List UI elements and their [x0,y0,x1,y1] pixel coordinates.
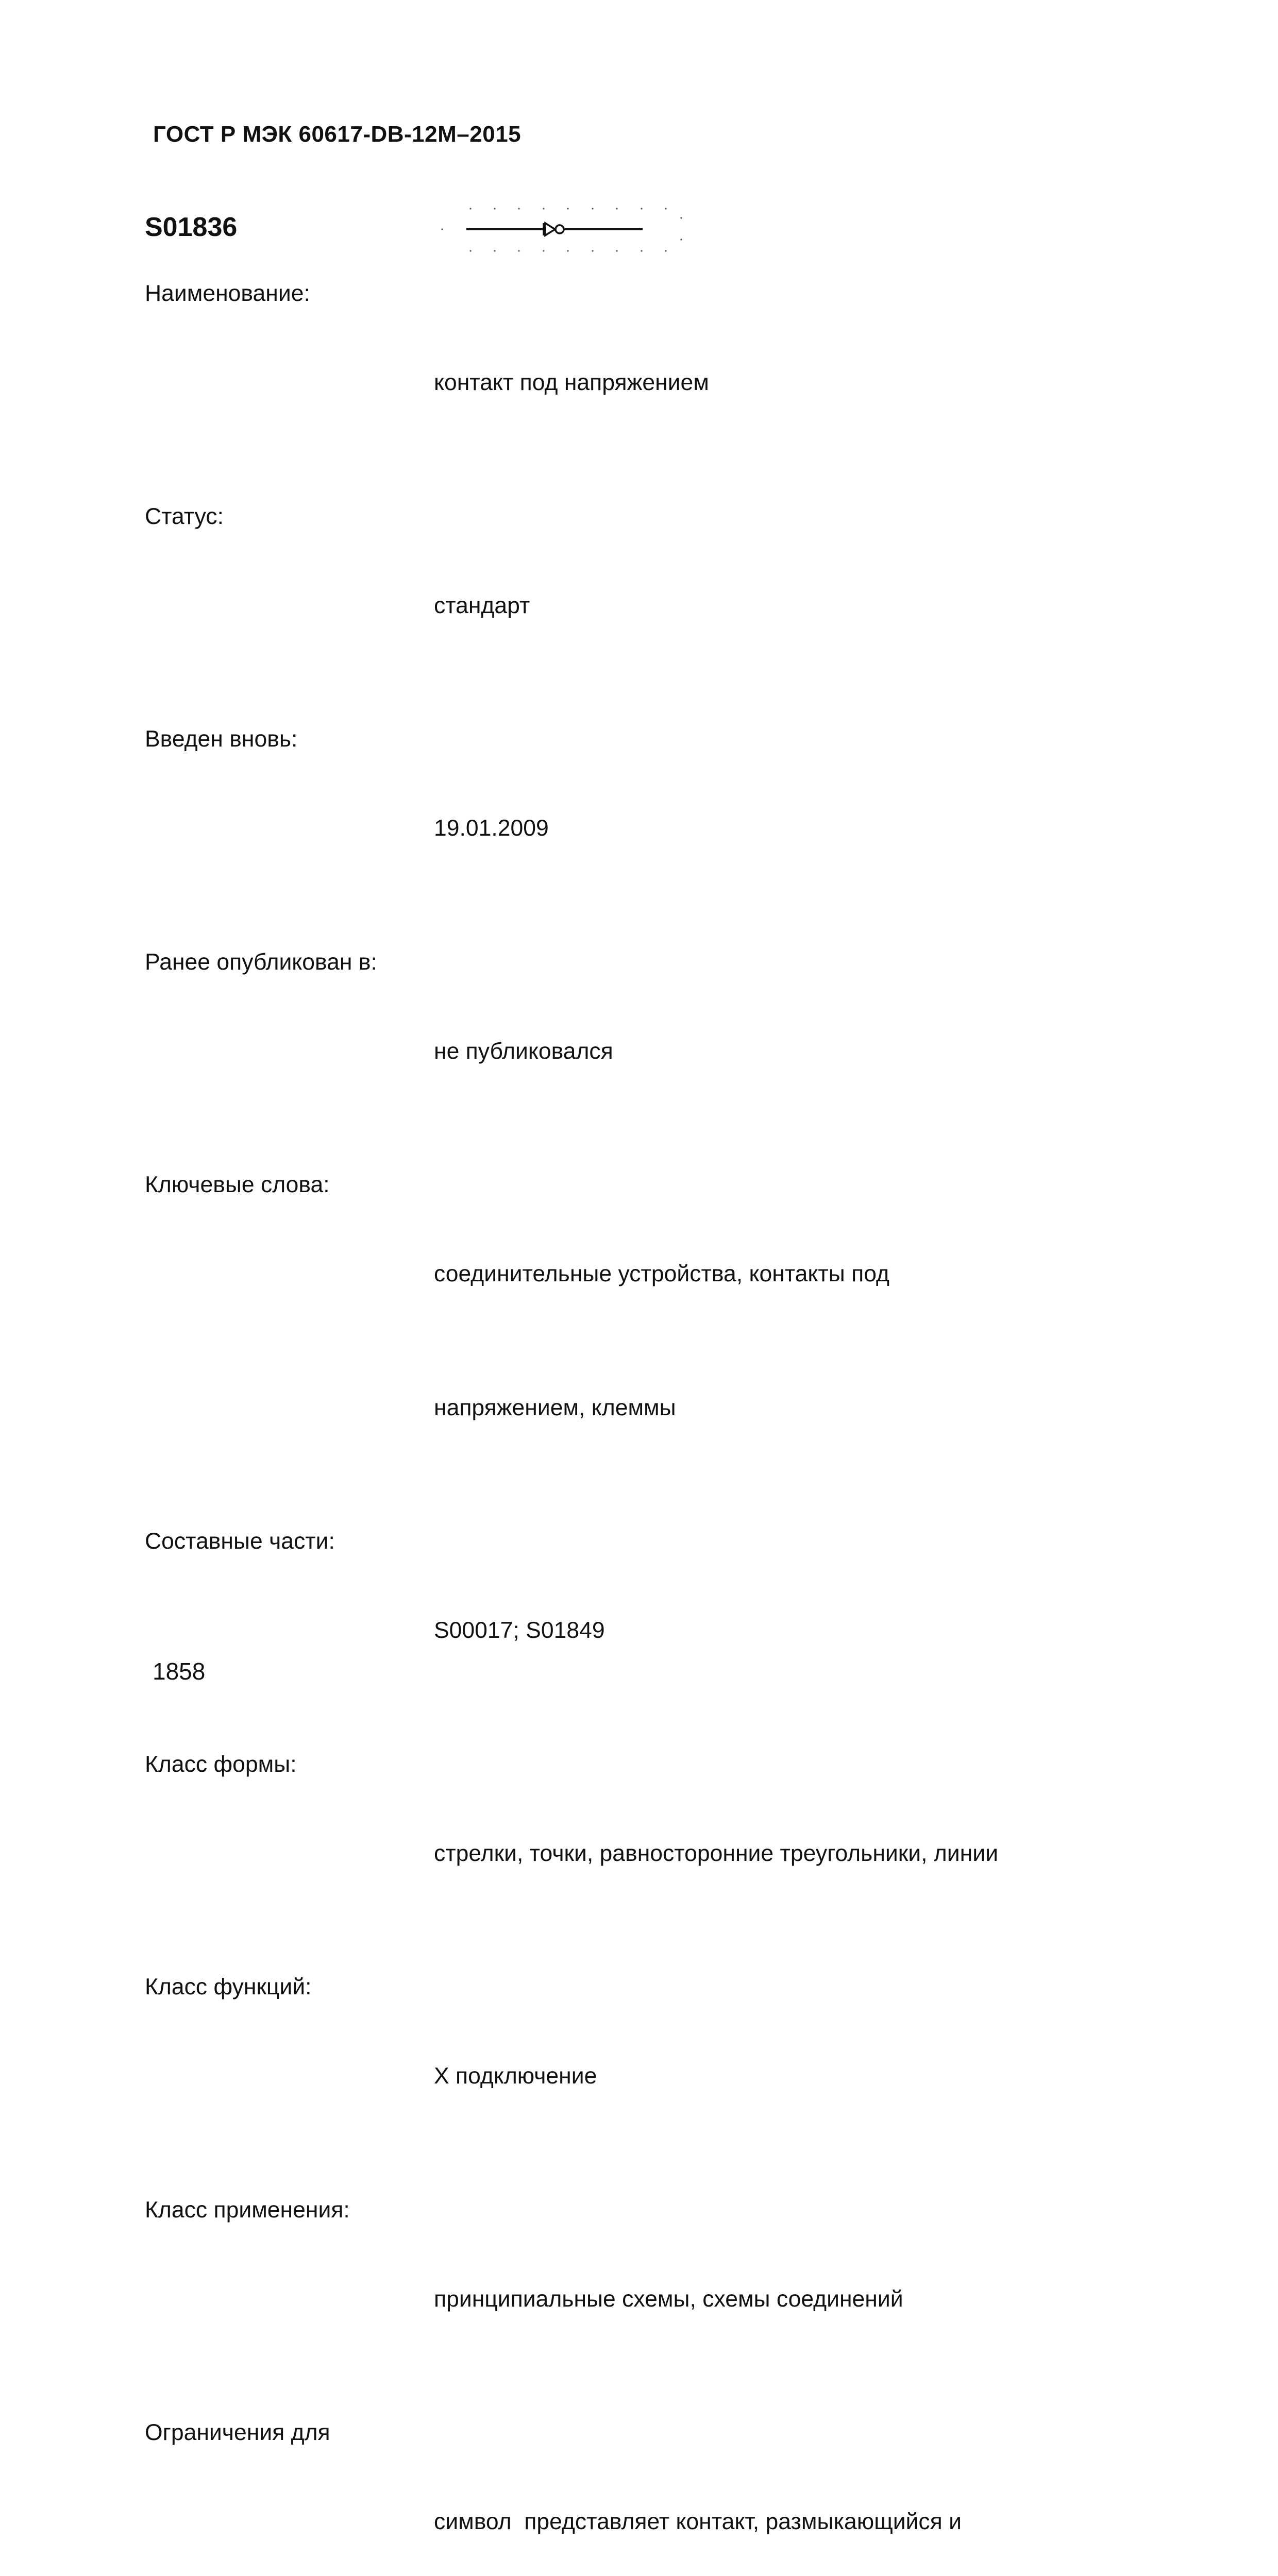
field-value-line: соединительные устройства, контакты под [434,1261,889,1286]
field-value [434,1163,1175,1519]
field-value-line: напряжением, клеммы [434,1395,676,1420]
field-label: Класс формы: [145,1751,297,1777]
field-value [434,1519,1175,1742]
document-header: ГОСТ Р МЭК 60617-DB-12M–2015 [153,122,522,147]
field-value-line: X подключение [434,2063,597,2089]
field-value [434,495,1175,718]
live-contact-symbol-icon [441,204,683,260]
field-row-shape-class [145,1742,1175,1965]
field-value [434,2188,1175,2411]
field-value [434,717,1175,940]
field-value [434,1742,1175,1965]
field-label: Ограничения для [145,2420,330,2445]
field-value-line: не публиковался [434,1038,613,1064]
field-value-line: контакт под напряжением [434,370,709,395]
page-number: 1858 [153,1658,206,1685]
field-row-status [145,495,1175,718]
field-value [434,1965,1175,2188]
attribute-list [145,272,1175,2576]
field-value [434,272,1175,495]
field-value-line: символ представляет контакт, размыкающийся и [434,2509,962,2534]
field-label: Наименование: [145,281,310,306]
field-label: Ключевые слова: [145,1172,330,1197]
field-value-line: стандарт [434,592,530,618]
field-row-application-class [145,2188,1175,2411]
field-row-components [145,1519,1175,1742]
field-value [434,2411,1175,2576]
field-value-line: стрелки, точки, равносторонние треугольники, линии [434,1840,998,1866]
field-label: Ранее опубликован в: [145,949,377,975]
field-row-previously-published [145,940,1175,1163]
field-row-function-class [145,1965,1175,2188]
field-row-name [145,272,1175,495]
field-row-introduced [145,717,1175,940]
symbol-code: S01836 [145,212,238,242]
field-row-keywords [145,1163,1175,1519]
grid-dots-top-icon [469,208,666,209]
field-value-line: S00017; S01849 [434,1618,605,1643]
field-label: Введен вновь: [145,726,298,752]
field-label: Составные части: [145,1529,335,1554]
field-label: Статус: [145,503,224,529]
grid-dots-bottom-icon [469,250,666,251]
field-label: Класс применения: [145,2197,350,2223]
field-label: Класс функций: [145,1974,312,1999]
field-row-restrictions [145,2411,1175,2576]
field-value [434,940,1175,1163]
field-value-line: принципиальные схемы, схемы соединений [434,2286,903,2312]
field-value-line: 19.01.2009 [434,816,549,841]
